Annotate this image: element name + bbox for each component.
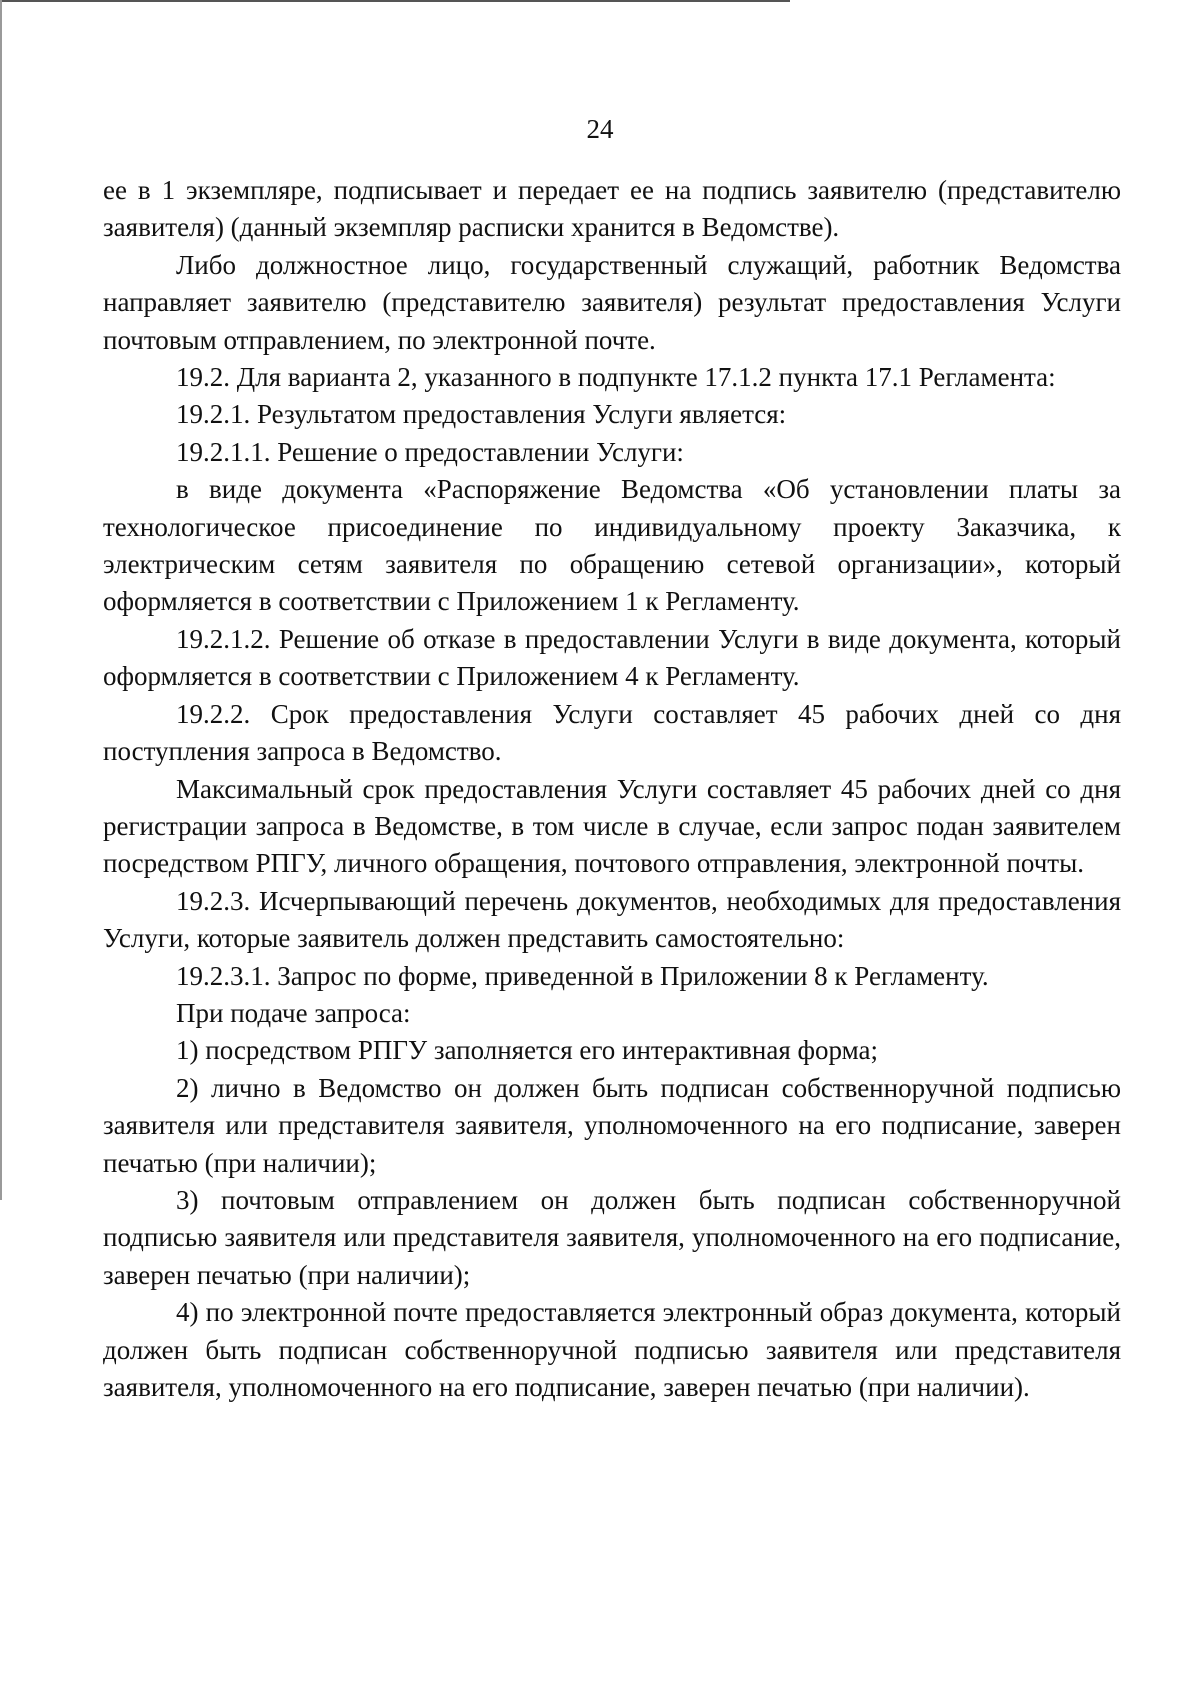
paragraph-continuation: ее в 1 экземпляре, подписывает и передает ее на подпись заявителю (представителю заявителя) (данный экземпляр расписки хранится в Ведомстве).: [103, 175, 1121, 243]
paragraph: Максимальный срок предоставления Услуги составляет 45 рабочих дней со дня регистрации запроса в Ведомстве, в том числе в случае, если запрос подан заявителем посредством РПГУ, личного обращения, почтового отправления, электронной почты.: [103, 773, 1121, 879]
paragraph: 19.2.1.1. Решение о предоставлении Услуги:: [176, 436, 684, 467]
paragraph: При подаче запроса:: [176, 997, 411, 1028]
section-heading: 19.2. Для варианта 2, указанного в подпункте 17.1.2 пункта 17.1 Регламента:: [176, 362, 1056, 393]
list-item: 1) посредством РПГУ заполняется его интерактивная форма;: [176, 1035, 878, 1066]
paragraph: 19.2.2. Срок предоставления Услуги составляет 45 рабочих дней со дня поступления запроса в Ведомство.: [103, 698, 1121, 767]
list-item: 2) лично в Ведомство он должен быть подписан собственноручной подписью заявителя или представителя заявителя, уполномоченного на его подписание, заверен печатью (при наличии);: [103, 1072, 1121, 1178]
paragraph: 19.2.1. Результатом предоставления Услуги является:: [176, 399, 787, 430]
document-body: [103, 172, 1121, 1406]
scan-left-edge: [0, 0, 2, 1200]
paragraph: 19.2.3.1. Запрос по форме, приведенной в Приложении 8 к Регламенту.: [176, 960, 989, 991]
list-item: 3) почтовым отправлением он должен быть подписан собственноручной подписью заявителя или представителя заявителя, уполномоченного на его подписание, заверен печатью (при наличии);: [103, 1184, 1121, 1290]
paragraph: 19.2.1.2. Решение об отказе в предоставлении Услуги в виде документа, который оформляется в соответствии с Приложением 4 к Регламенту.: [103, 623, 1121, 692]
paragraph: в виде документа «Распоряжение Ведомства «Об установлении платы за технологическое присоединение по индивидуальному проекту Заказчика, к электрическим сетям заявителя по обращению сетевой организации», который оформляется в соответствии с Приложением 1 к Регламенту.: [103, 474, 1121, 617]
scan-top-edge: [0, 0, 790, 2]
paragraph: 19.2.3. Исчерпывающий перечень документов, необходимых для предоставления Услуги, которые заявитель должен представить самостоятельно:: [103, 885, 1121, 954]
list-item: 4) по электронной почте предоставляется электронный образ документа, который должен быть подписан собственноручной подписью заявителя или представителя заявителя, уполномоченного на его подписание, заверен печатью (при наличии).: [103, 1297, 1121, 1402]
page-number: 24: [586, 114, 614, 144]
paragraph: Либо должностное лицо, государственный служащий, работник Ведомства направляет заявителю (представителю заявителя) результат предоставления Услуги почтовым отправлением, по электронной почте.: [103, 249, 1121, 355]
